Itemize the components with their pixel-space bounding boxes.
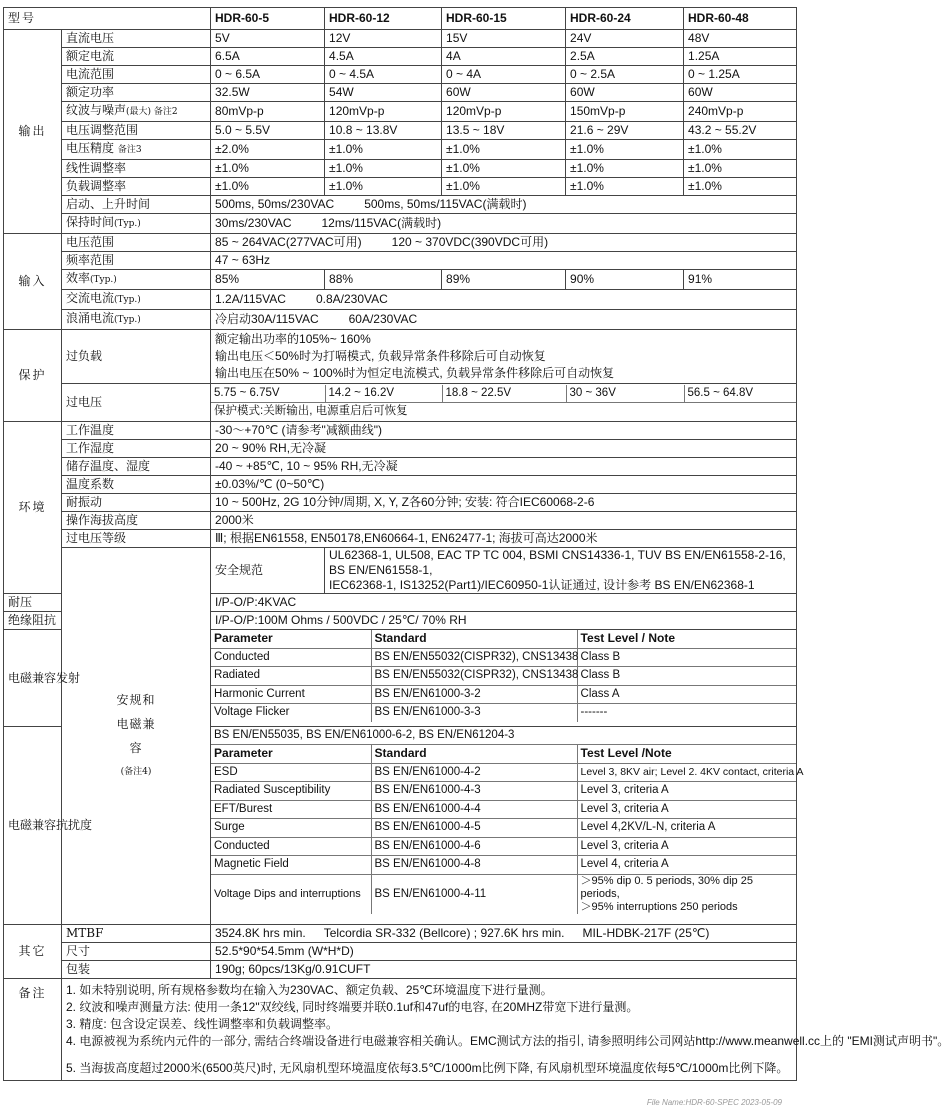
cell: 24V <box>566 30 684 48</box>
row-label: 耐压 <box>4 594 62 612</box>
cell: ±1.0% <box>211 178 325 196</box>
cell: 额定输出功率的105%~ 160% <box>215 332 371 346</box>
cell: 30ms/230VAC <box>215 216 292 230</box>
cell: ------- <box>580 706 608 718</box>
cell: 120 ~ 370VDC(390VDC可用) <box>391 235 549 249</box>
section-note: (备注4) <box>120 767 152 777</box>
row-label: 绝缘阻抗 <box>4 612 62 630</box>
section-notes: 备注 <box>4 979 62 1081</box>
cell: 90% <box>566 270 684 290</box>
cell: 1.2A/115VAC <box>215 292 286 306</box>
cell: 43.2 ~ 55.2V <box>684 122 797 140</box>
cell: ESD <box>211 763 371 782</box>
note-item: 4. 电源被视为系统内元件的一部分, 需结合终端设备进行电磁兼容相关确认。EMC测试方法的指引, 请参照明纬公司网站http://www.meanwell.cc上的 "EMI测试声明书"。 <box>66 1034 949 1048</box>
cell: 0 ~ 6.5A <box>211 66 325 84</box>
cell: 85% <box>211 270 325 290</box>
cell: 30 ~ 36V <box>566 385 684 403</box>
cell: IEC62368-1, IS13252(Part1)/IEC60950-1认证通过, 设计参考 BS EN/EN62368-1 <box>329 578 755 592</box>
cell: Level 4, criteria A <box>577 856 796 875</box>
cell: 15V <box>442 30 566 48</box>
cell: Magnetic Field <box>211 856 371 875</box>
row-label: 直流电压 <box>62 30 211 48</box>
row-label: 工作温度 <box>62 422 211 440</box>
cell: ±2.0% <box>211 140 325 160</box>
row-label: 操作海拔高度 <box>62 512 211 530</box>
note-item: 5. 当海拔高度超过2000米(6500英尺)时, 无风扇机型环境温度依每3.5℃/1000m比例下降, 有风扇机型环境温度依每5℃/1000m比例下降。 <box>66 1061 789 1075</box>
cell: Level 3, 8KV air; Level 2. 4KV contact, criteria A <box>577 763 796 782</box>
cell: ±1.0% <box>442 178 566 196</box>
cell: 80mVp-p <box>211 102 325 122</box>
cell: 5V <box>211 30 325 48</box>
cell: ±1.0% <box>325 160 442 178</box>
note-item: 1. 如未特别说明, 所有规格参数均在输入为230VAC、额定负载、25℃环境温度下进行量测。 <box>66 983 553 997</box>
cell: Level 3, criteria A <box>577 837 796 856</box>
cell: 0.8A/230VAC <box>315 292 388 306</box>
cell: 60W <box>684 84 797 102</box>
cell: 0 ~ 2.5A <box>566 66 684 84</box>
row-label: 电压精度 <box>66 141 118 155</box>
cell: -40 ~ +85℃, 10 ~ 95% RH,无冷凝 <box>211 458 797 476</box>
cell: Ⅲ; 根据EN61558, EN50178,EN60664-1, EN62477-1; 海拔可高达2000米 <box>211 530 797 548</box>
cell: ＞95% interruptions 250 periods <box>580 900 738 913</box>
cell: 10 ~ 500Hz, 2G 10分钟/周期, X, Y, Z各60分钟; 安装: 符合IEC60068-2-6 <box>211 494 797 512</box>
row-label: 额定功率 <box>62 84 211 102</box>
cell: BS EN/EN61000-3-2 <box>371 685 577 704</box>
cell: Class B <box>577 648 796 667</box>
row-label: 线性调整率 <box>62 160 211 178</box>
row-note: (Typ.) <box>114 219 141 229</box>
row-label: 启动、上升时间 <box>62 196 211 214</box>
cell: I/P-O/P:100M Ohms / 500VDC / 25℃/ 70% RH <box>211 612 797 630</box>
row-label: MTBF <box>62 925 211 943</box>
cell: ±1.0% <box>442 160 566 178</box>
cell: 1.25A <box>684 48 797 66</box>
cell: 4.5A <box>325 48 442 66</box>
row-note: (Typ.) <box>90 275 117 285</box>
cell: Telcordia SR-332 (Bellcore) ; 927.6K hrs min. <box>323 926 565 940</box>
model-label: 型号 <box>4 8 211 30</box>
col-header: Parameter <box>211 745 371 763</box>
model-3: HDR-60-15 <box>442 8 566 30</box>
cell: I/P-O/P:4KVAC <box>211 594 797 612</box>
row-label: 耐振动 <box>62 494 211 512</box>
cell: 21.6 ~ 29V <box>566 122 684 140</box>
cell: BS EN/EN61000-3-3 <box>371 704 577 722</box>
cell: ±1.0% <box>684 140 797 160</box>
cell: 20 ~ 90% RH,无冷凝 <box>211 440 797 458</box>
cell: ±1.0% <box>325 178 442 196</box>
col-header: Test Level /Note <box>577 745 796 763</box>
spec-table <box>3 7 949 1081</box>
cell: 91% <box>684 270 797 290</box>
cell: 12V <box>325 30 442 48</box>
cell: 150mVp-p <box>566 102 684 122</box>
cell: 54W <box>325 84 442 102</box>
cell: 240mVp-p <box>684 102 797 122</box>
col-header: Standard <box>371 630 577 648</box>
section-protection: 保护 <box>4 330 62 422</box>
row-label: 过电压等级 <box>62 530 211 548</box>
cell: 60W <box>566 84 684 102</box>
cell: ±1.0% <box>684 160 797 178</box>
cell: 10.8 ~ 13.8V <box>325 122 442 140</box>
cell: BS EN/EN55032(CISPR32), CNS13438 <box>371 648 577 667</box>
cell: BS EN/EN61000-4-5 <box>371 819 577 838</box>
cell: Level 3, criteria A <box>577 800 796 819</box>
cell: Harmonic Current <box>211 685 371 704</box>
cell: 冷启动30A/115VAC <box>215 312 319 326</box>
row-label: 储存温度、湿度 <box>62 458 211 476</box>
spec-sheet <box>3 7 949 1081</box>
cell: BS EN/EN55032(CISPR32), CNS13438 <box>371 667 577 686</box>
row-note: (Typ.) <box>114 295 141 305</box>
cell: 6.5A <box>211 48 325 66</box>
cell: ±0.03%/℃ (0~50℃) <box>211 476 797 494</box>
cell: 190g; 60pcs/13Kg/0.91CUFT <box>211 961 797 979</box>
cell: ±1.0% <box>442 140 566 160</box>
cell: BS EN/EN61000-4-2 <box>371 763 577 782</box>
cell: 60W <box>442 84 566 102</box>
cell: 3524.8K hrs min. <box>215 926 306 940</box>
cell: 2000米 <box>211 512 797 530</box>
model-5: HDR-60-48 <box>684 8 797 30</box>
cell: 52.5*90*54.5mm (W*H*D) <box>211 943 797 961</box>
cell: 12ms/115VAC(满载时) <box>321 216 442 230</box>
row-label: 交流电流 <box>66 291 115 305</box>
cell: 89% <box>442 270 566 290</box>
cell: Class A <box>577 685 796 704</box>
row-label: 电磁兼容发射 <box>4 630 62 727</box>
cell: 0 ~ 1.25A <box>684 66 797 84</box>
cell: Conducted <box>211 837 371 856</box>
row-label: 负载调整率 <box>62 178 211 196</box>
row-label: 过负载 <box>62 330 211 384</box>
row-label: 保持时间 <box>66 215 115 229</box>
cell: 88% <box>325 270 442 290</box>
note-item: 3. 精度: 包含设定误差、线性调整率和负载调整率。 <box>66 1017 339 1031</box>
row-label: 频率范围 <box>62 252 211 270</box>
row-note: (最大) 备注2 <box>126 107 178 117</box>
row-label: 额定电流 <box>62 48 211 66</box>
cell: Voltage Dips and interruptions <box>211 874 371 914</box>
cell: Voltage Flicker <box>211 704 371 722</box>
row-label: 电压调整范围 <box>62 122 211 140</box>
cell: BS EN/EN61000-4-8 <box>371 856 577 875</box>
file-footer: File Name:HDR-60-SPEC 2023-05-09 <box>646 1098 782 1107</box>
row-note: (Typ.) <box>114 315 141 325</box>
cell: Class B <box>577 667 796 686</box>
row-label: 电压范围 <box>62 234 211 252</box>
cell: 5.75 ~ 6.75V <box>211 385 325 403</box>
row-label: 电流范围 <box>62 66 211 84</box>
cell: ±1.0% <box>566 178 684 196</box>
cell: 85 ~ 264VAC(277VAC可用) <box>215 235 362 249</box>
cell: BS EN/EN61000-4-3 <box>371 782 577 801</box>
cell: Level 4,2KV/L-N, criteria A <box>577 819 796 838</box>
cell: 32.5W <box>211 84 325 102</box>
cell: ±1.0% <box>684 178 797 196</box>
cell: 47 ~ 63Hz <box>211 252 797 270</box>
cell: 14.2 ~ 16.2V <box>325 385 442 403</box>
row-label: 浪涌电流 <box>66 311 115 325</box>
row-label: 安全规范 <box>211 548 325 594</box>
cell: Surge <box>211 819 371 838</box>
cell: 48V <box>684 30 797 48</box>
cell: ±1.0% <box>211 160 325 178</box>
section-safety: 安规和电磁兼容 <box>116 693 156 755</box>
col-header: Parameter <box>211 630 371 648</box>
cell: Level 3, criteria A <box>577 782 796 801</box>
cell: 0 ~ 4A <box>442 66 566 84</box>
section-others: 其它 <box>4 925 62 979</box>
cell: 0 ~ 4.5A <box>325 66 442 84</box>
col-header: Standard <box>371 745 577 763</box>
row-label: 电磁兼容抗扰度 <box>4 727 62 925</box>
cell: 500ms, 50ms/115VAC(满载时) <box>364 197 527 211</box>
cell: 输出电压在50% ~ 100%时为恒定电流模式, 负载异常条件移除后可自动恢复 <box>215 366 615 380</box>
cell: 500ms, 50ms/230VAC <box>215 197 335 211</box>
cell: ＞95% dip 0. 5 periods, 30% dip 25 periods, <box>580 874 753 900</box>
emission-table <box>211 630 796 722</box>
section-input: 输入 <box>4 234 62 330</box>
row-label: 温度系数 <box>62 476 211 494</box>
cell: Conducted <box>211 648 371 667</box>
cell: 13.5 ~ 18V <box>442 122 566 140</box>
row-label: 尺寸 <box>62 943 211 961</box>
cell: 18.8 ~ 22.5V <box>442 385 566 403</box>
cell: BS EN/EN61000-4-4 <box>371 800 577 819</box>
cell: Radiated Susceptibility <box>211 782 371 801</box>
cell: -30～+70℃ (请参考"减额曲线") <box>211 422 797 440</box>
row-note: 备注3 <box>117 145 142 155</box>
model-2: HDR-60-12 <box>325 8 442 30</box>
cell: ±1.0% <box>566 160 684 178</box>
cell: 56.5 ~ 64.8V <box>684 385 797 403</box>
section-environment: 环境 <box>4 422 62 594</box>
cell: ±1.0% <box>325 140 442 160</box>
row-label: 效率 <box>66 271 91 285</box>
model-1: HDR-60-5 <box>211 8 325 30</box>
cell: BS EN/EN61000-4-11 <box>371 874 577 914</box>
section-output: 输出 <box>4 30 62 234</box>
cell: MIL-HDBK-217F (25℃) <box>582 926 710 940</box>
row-label: 纹波与噪声 <box>66 103 127 117</box>
cell: 120mVp-p <box>442 102 566 122</box>
overvoltage-grid <box>211 385 797 421</box>
cell: BS EN/EN55035, BS EN/EN61000-6-2, BS EN/EN61204-3 <box>211 727 796 745</box>
model-4: HDR-60-24 <box>566 8 684 30</box>
cell: 4A <box>442 48 566 66</box>
cell: BS EN/EN61000-4-6 <box>371 837 577 856</box>
cell: ±1.0% <box>566 140 684 160</box>
note-item: 2. 纹波和噪声测量方法: 使用一条12"双绞线, 同时终端要并联0.1uf和47uf的电容, 在20MHZ带宽下进行量测。 <box>66 1000 639 1014</box>
col-header: Test Level / Note <box>577 630 796 648</box>
cell: 5.0 ~ 5.5V <box>211 122 325 140</box>
row-label: 工作湿度 <box>62 440 211 458</box>
cell: 120mVp-p <box>325 102 442 122</box>
cell: 保护模式:关断输出, 电源重启后可恢复 <box>214 405 408 417</box>
row-label: 过电压 <box>62 384 211 422</box>
cell: UL62368-1, UL508, EAC TP TC 004, BSMI CNS14336-1, TUV BS EN/EN61558-2-16, BS EN/EN61558-1, <box>329 548 786 577</box>
cell: Radiated <box>211 667 371 686</box>
cell: 输出电压＜50%时为打嗝模式, 负载异常条件移除后可自动恢复 <box>215 349 546 363</box>
cell: EFT/Burest <box>211 800 371 819</box>
immunity-table <box>211 745 804 914</box>
row-label: 包装 <box>62 961 211 979</box>
cell: 2.5A <box>566 48 684 66</box>
cell: 60A/230VAC <box>348 312 418 326</box>
